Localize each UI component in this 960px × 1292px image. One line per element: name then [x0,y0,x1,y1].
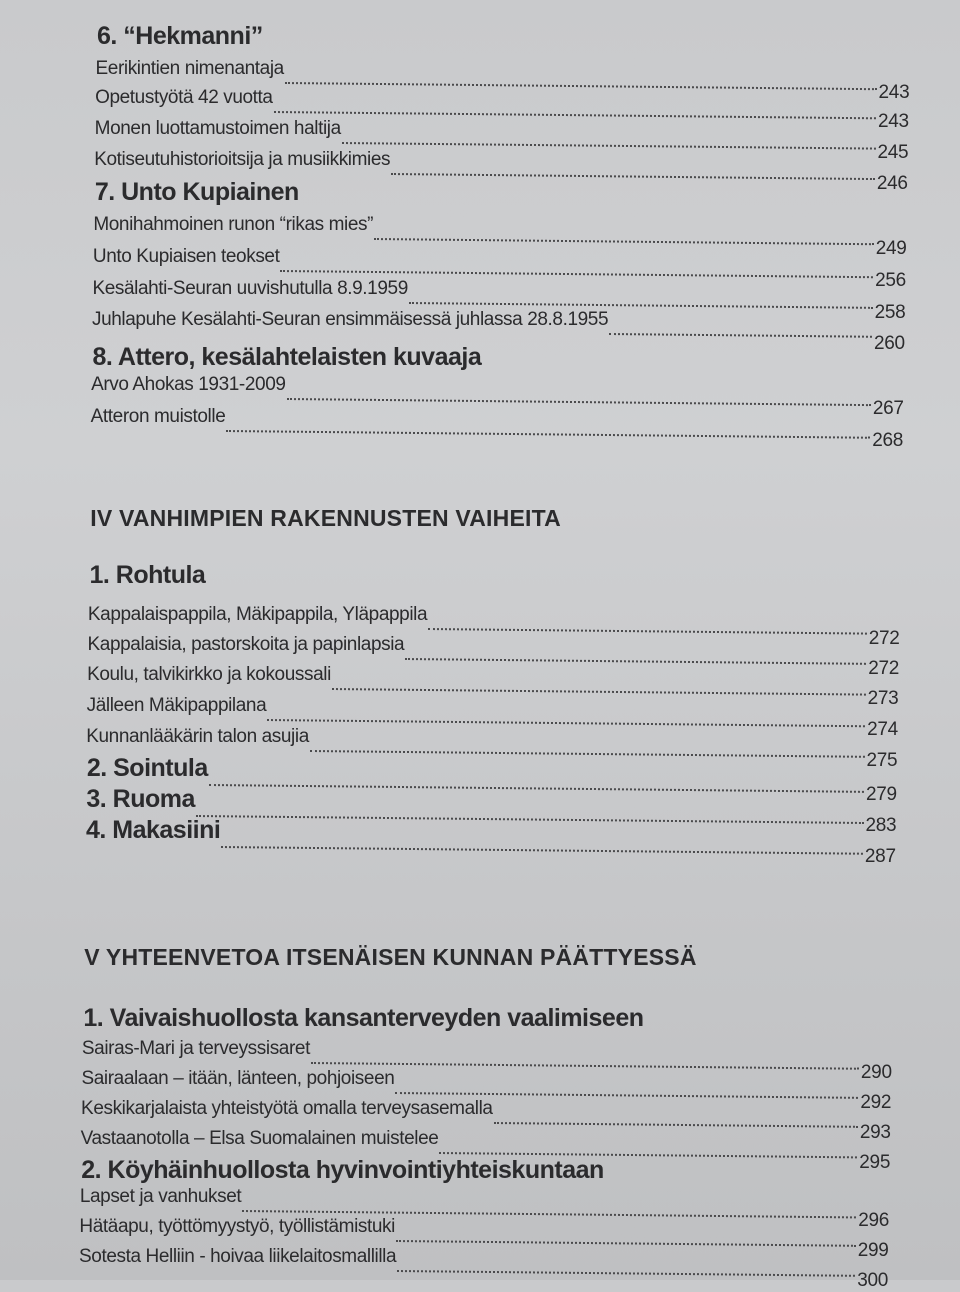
entry-title: Hätäapu, työttömyystyö, työllistämistuki [79,1216,395,1237]
dot-leader [221,846,863,855]
page-number: 300 [857,1270,888,1291]
page-number: 246 [876,173,908,194]
entry-title: IV VANHIMPIEN RAKENNUSTEN VAIHEITA [90,505,561,531]
page-number: 293 [859,1122,891,1143]
entry-title: Kunnanlääkärin talon asujia [86,726,309,747]
page-number: 249 [875,238,907,259]
entry-title: Eerikintien nimenantaja [95,58,284,79]
dot-leader [280,270,873,278]
dot-leader [287,398,871,406]
page-number: 287 [864,846,896,867]
page-number: 295 [859,1152,891,1173]
page-number: 272 [868,628,900,649]
chapter-heading [81,1156,604,1185]
entry-title: Kappalaisia, pastorskoita ja papinlapsia [87,634,405,655]
entry-title: Kappalaispappila, Mäkipappila, Yläpappila [87,604,428,625]
entry-title: 8. Attero, kesälahtelaisten kuvaaja [92,343,482,371]
entry-title: Jälleen Mäkipappilana [86,695,267,716]
entry-title: Opetustyötä 42 vuotta [95,87,273,108]
entry-title: V YHTEENVETOA ITSENÄISEN KUNNAN PÄÄTTYESSÄ [84,944,697,970]
entry-title: Sotesta Helliin - hoivaa liikelaitosmallilla [79,1246,397,1267]
entry-title: 1. Rohtula [89,561,206,589]
dot-leader [397,1270,855,1277]
dot-leader [609,333,872,338]
chapter-heading [93,343,482,372]
page-number: 245 [877,142,909,163]
page-number: 275 [866,750,898,771]
page-number: 258 [874,302,906,323]
page-number: 256 [875,270,906,291]
page-number: 260 [874,333,905,354]
toc-entry [92,309,905,354]
page-number: 273 [867,688,899,709]
entry-title: Arvo Ahokas 1931-2009 [91,374,286,395]
entry-title: 2. Köyhäinhuollosta hyvinvointiyhteiskuntaan [81,1156,604,1184]
page-number: 272 [868,658,899,679]
entry-title: Keskikarjalaista yhteistyötä omalla terveysasemalla [81,1098,493,1119]
page-number: 296 [858,1210,890,1231]
chapter-heading [95,178,299,207]
chapter-heading [85,816,896,867]
page-number: 243 [878,111,909,132]
entry-title: Kesälahti-Seuran uuvishutulla 8.9.1959 [92,278,408,299]
dot-leader [409,302,873,309]
entry-title: Vastaanotolla – Elsa Suomalainen muistelee [80,1128,439,1149]
entry-title: Kotiseutuhistorioitsija ja musiikkimies [94,149,391,170]
chapter-heading [83,1004,643,1033]
entry-title: Sairas-Mari ja terveyssisaret [81,1038,310,1059]
dot-leader [374,238,874,245]
page-number: 274 [867,719,898,740]
entry-title: 7. Unto Kupiainen [94,178,299,206]
dot-leader [494,1122,858,1128]
page-number: 292 [860,1092,892,1113]
entry-title: 6. “Hekmanni” [97,22,263,50]
section-heading [90,505,561,532]
page-number: 268 [872,430,904,451]
toc-entry [79,1246,888,1291]
entry-title: 2. Sointula [86,754,208,782]
page-number: 243 [878,82,910,103]
dot-leader [391,173,875,180]
page-number: 299 [857,1240,889,1261]
entry-title: 3. Ruoma [86,785,195,813]
entry-title: Monen luottamustoimen haltija [94,118,341,139]
entry-title: Lapset ja vanhukset [79,1186,242,1207]
entry-title: Monihahmoinen runon “rikas mies” [93,214,374,235]
entry-title: Unto Kupiaisen teokset [92,246,280,267]
page-number: 290 [860,1062,892,1083]
entry-title: Koulu, talvikirkko ja kokoussali [87,664,331,685]
entry-title: Atteron muistolle [90,406,226,427]
entry-title: 1. Vaivaishuollosta kansanterveyden vaalimiseen [83,1004,644,1032]
entry-title: 4. Makasiini [85,816,221,844]
chapter-heading [90,561,206,590]
entry-title: Sairaalaan – itään, länteen, pohjoiseen [81,1068,395,1089]
dot-leader [226,430,870,439]
entry-title: Juhlapuhe Kesälahti-Seuran ensimmäisessä juhlassa 28.8.1955 [92,309,609,330]
page-number: 283 [865,815,897,836]
toc-entry [90,406,904,451]
section-heading [84,944,696,971]
page-number: 267 [872,398,904,419]
chapter-heading [97,22,263,51]
page-number: 279 [866,784,897,805]
